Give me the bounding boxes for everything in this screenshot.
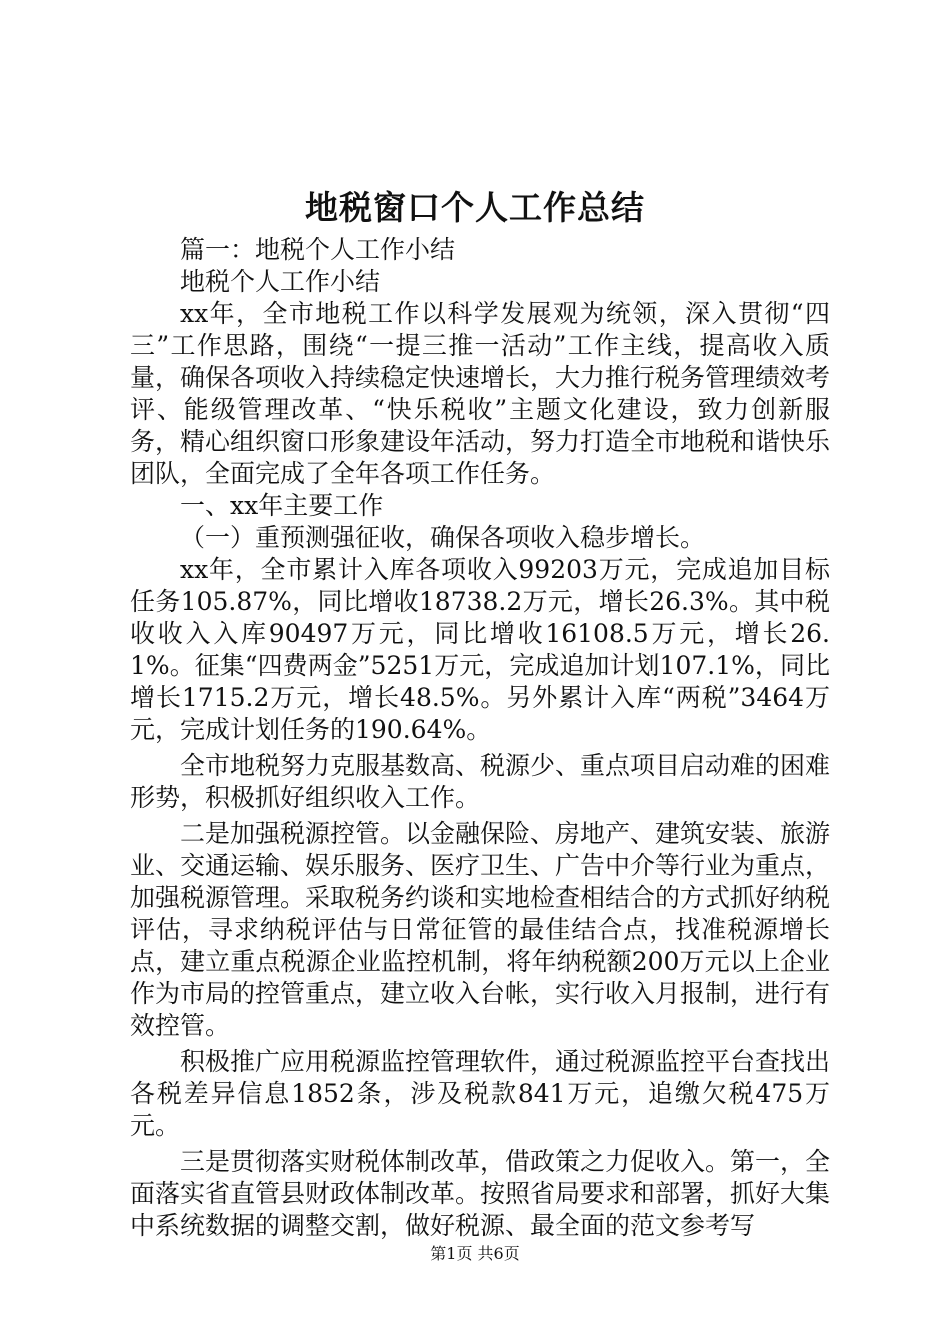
paragraph: xx年，全市地税工作以科学发展观为统领，深入贯彻“四三”工作思路，围绕“一提三推一活动”工作主线，提高收入质量，确保各项收入持续稳定快速增长，大力推行税务管理绩效考评、能级管理改革、“快乐税收”主题文化建设，致力创新服务，精心组织窗口形象建设年活动，努力打造全市地税和谐快乐团队，全面完成了全年各项工作任务。: [130, 299, 831, 488]
paragraph: 三是贯彻落实财税体制改革，借政策之力促收入。第一，全面落实省直管县财政体制改革。按照省局要求和部署，抓好大集中系统数据的调整交割，做好税源、最全面的范文参考写: [130, 1147, 831, 1240]
document-body: [130, 234, 830, 1242]
section-heading: 一、xx年主要工作: [180, 491, 384, 520]
page-number: 第1页 共6页: [430, 1244, 520, 1263]
section-heading: 篇一：地税个人工作小结: [180, 235, 456, 264]
paragraph: xx年，全市累计入库各项收入99203万元，完成追加目标任务105.87%，同比增收18738.2万元，增长26.3%。其中税收收入入库90497万元，同比增收16108.5万元，增长26.1%。征集“四费两金”5251万元，完成追加计划107.1%，同比增长1715.2万元，增长48.5%。另外累计入库“两税”3464万元，完成计划任务的190.64%。: [130, 555, 830, 744]
subtitle: 地税个人工作小结: [180, 267, 381, 296]
paragraph: 二是加强税源控管。以金融保险、房地产、建筑安装、旅游业、交通运输、娱乐服务、医疗卫生、广告中介等行业为重点，加强税源管理。采取税务约谈和实地检查相结合的方式抓好纳税评估，寻求纳税评估与日常征管的最佳结合点，找准税源增长点，建立重点税源企业监控机制，将年纳税额200万元以上企业作为市局的控管重点，建立收入台帐，实行收入月报制，进行有效控管。: [130, 819, 831, 1040]
subsection-heading: （一）重预测强征收，确保各项收入稳步增长。: [180, 523, 706, 552]
document-title: 地税窗口个人工作总结: [305, 188, 645, 227]
paragraph: 全市地税努力克服基数高、税源少、重点项目启动难的困难形势，积极抓好组织收入工作。: [130, 751, 831, 812]
paragraph: 积极推广应用税源监控管理软件，通过税源监控平台查找出各税差异信息1852条，涉及税款841万元，追缴欠税475万元。: [130, 1047, 831, 1140]
